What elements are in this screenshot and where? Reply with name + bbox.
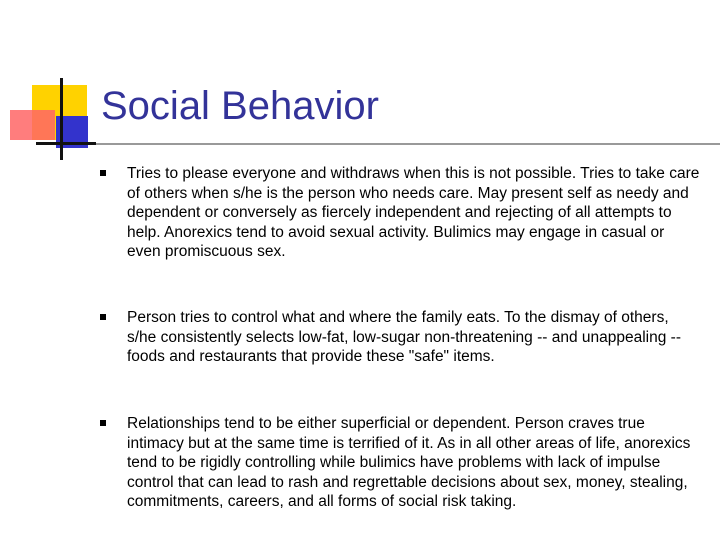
square-bullet-icon xyxy=(100,170,106,176)
bullet-item xyxy=(127,308,702,367)
bullet-item xyxy=(127,164,702,262)
slide-title: Social Behavior xyxy=(101,84,379,128)
bullet-text: Tries to please everyone and withdraws when this is not possible. Tries to take care of others when s/he is the person who needs care. May present self as needy and dependent or conversely as fiercely independent and rejecting of all attempts to help. Anorexics tend to avoid sexual activity. Bulimics may engage in casual or even promiscuous sex. xyxy=(127,165,700,260)
bullet-text: Relationships tend to be either superficial or dependent. Person craves true intimacy but at the same time is terrified of it. As in all other areas of life, anorexics tend to be rigidly controlling while bulimics have problems with lack of impulse control that can lead to rash and regrettable decisions about sex, money, stealing, commitments, careers, and all forms of social risk taking. xyxy=(127,415,691,510)
square-bullet-icon xyxy=(100,314,106,320)
square-bullet-icon xyxy=(100,420,106,426)
bullet-item xyxy=(127,414,702,512)
bullet-text: Person tries to control what and where the family eats. To the dismay of others, s/he consistently selects low-fat, low-sugar non-threatening -- and unappealing -- foods and restaurants that provide these "safe" items. xyxy=(127,309,681,365)
